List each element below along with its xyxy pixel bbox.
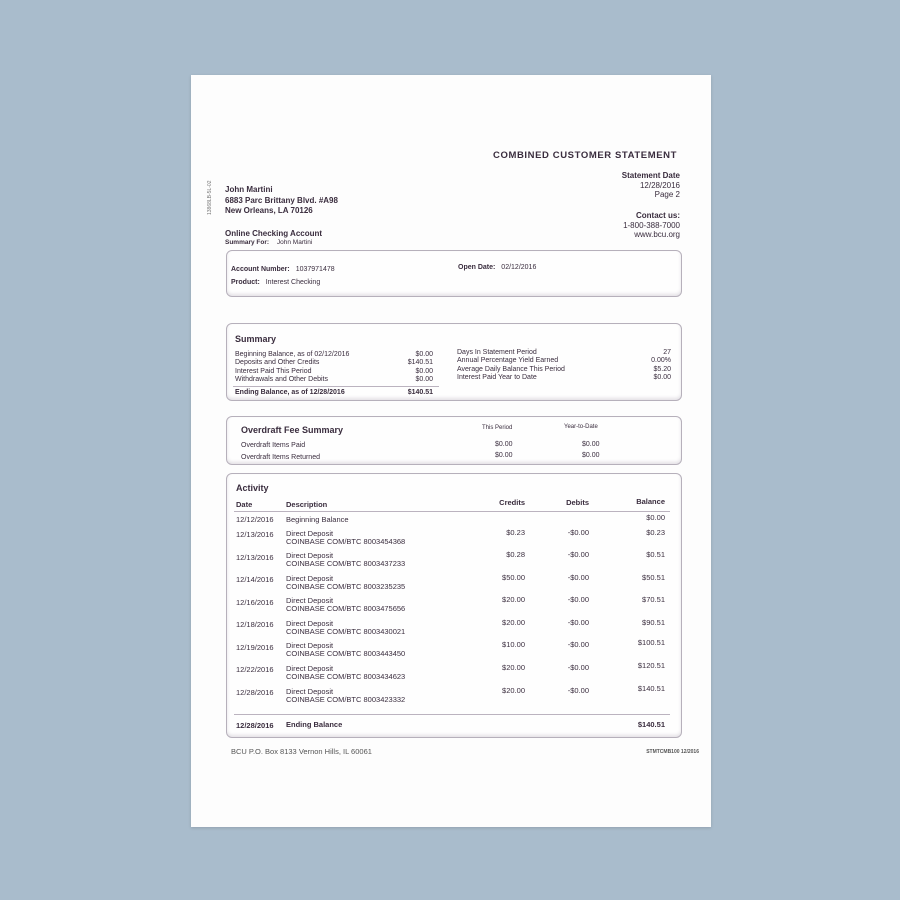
overdraft-title: Overdraft Fee Summary bbox=[241, 425, 344, 435]
row-debit: -$0.00 bbox=[567, 686, 589, 695]
overdraft-row-label: Overdraft Items Returned bbox=[241, 454, 320, 461]
row-description: Beginning Balance bbox=[286, 515, 349, 524]
overdraft-row-label: Overdraft Items Paid bbox=[241, 442, 306, 449]
summary-ending-row bbox=[235, 389, 433, 396]
open-date-label: Open Date: bbox=[458, 264, 496, 271]
address-line-1: 6883 Parc Brittany Blvd. #A98 bbox=[225, 195, 338, 205]
customer-address bbox=[225, 185, 338, 217]
statement-date: 12/28/2016 bbox=[639, 180, 680, 190]
statement-date-block bbox=[622, 171, 680, 200]
row-desc-detail: COINBASE COM/BTC 8003423332 bbox=[286, 694, 406, 704]
table-row bbox=[227, 573, 681, 593]
row-balance: $90.51 bbox=[642, 618, 665, 627]
summary-stat-label: Average Daily Balance This Period bbox=[457, 365, 565, 373]
row-balance: $0.23 bbox=[646, 528, 665, 537]
row-debit: -$0.00 bbox=[567, 640, 589, 649]
row-desc-type: Direct Deposit bbox=[286, 574, 334, 583]
summary-row-label: Beginning Balance, as of 02/12/2016 bbox=[235, 351, 350, 358]
summary-row-value: $0.00 bbox=[415, 367, 433, 375]
row-desc-type: Direct Deposit bbox=[286, 619, 334, 628]
row-debit: -$0.00 bbox=[567, 663, 589, 672]
row-debit: -$0.00 bbox=[567, 595, 589, 604]
row-date: 12/18/2016 bbox=[236, 620, 274, 629]
summary-right-list bbox=[457, 349, 671, 383]
summary-stat-row bbox=[457, 349, 671, 357]
summary-stat-label: Interest Paid Year to Date bbox=[457, 374, 537, 382]
row-credit: $20.00 bbox=[502, 686, 525, 695]
row-balance: $0.00 bbox=[646, 513, 665, 522]
row-description bbox=[286, 575, 405, 590]
row-date: 12/19/2016 bbox=[236, 643, 274, 652]
summary-stat-value: 0.00% bbox=[651, 357, 671, 365]
product-label: Product: bbox=[231, 279, 260, 286]
summary-row-label: Deposits and Other Credits bbox=[235, 359, 320, 367]
summary-ending-label: Ending Balance, as of 12/28/2016 bbox=[235, 389, 345, 396]
summary-for-name: John Martini bbox=[276, 239, 313, 246]
row-description bbox=[286, 552, 405, 567]
open-date: 02/12/2016 bbox=[501, 264, 537, 271]
product-row bbox=[231, 279, 320, 286]
statement-page bbox=[191, 75, 711, 827]
page-number: Page 2 bbox=[654, 190, 680, 199]
row-desc-type: Direct Deposit bbox=[286, 529, 334, 538]
summary-title: Summary bbox=[235, 334, 277, 344]
summary-stat-label: Days In Statement Period bbox=[457, 349, 537, 356]
address-line-2: New Orleans, LA 70126 bbox=[225, 206, 313, 215]
row-credit: $0.28 bbox=[506, 550, 525, 559]
ending-date: 12/28/2016 bbox=[236, 721, 274, 730]
row-description bbox=[286, 530, 405, 545]
contact-block bbox=[623, 211, 680, 240]
row-balance: $70.51 bbox=[642, 595, 665, 604]
row-date: 12/28/2016 bbox=[236, 688, 274, 697]
row-desc-detail: COINBASE COM/BTC 8003443450 bbox=[286, 648, 406, 658]
row-date: 12/12/2016 bbox=[236, 515, 274, 524]
row-desc-type: Direct Deposit bbox=[286, 687, 334, 696]
row-debit: -$0.00 bbox=[567, 550, 589, 559]
overdraft-row-period: $0.00 bbox=[495, 452, 513, 459]
col-debits: Debits bbox=[566, 498, 589, 507]
row-debit: -$0.00 bbox=[567, 528, 589, 537]
table-row bbox=[227, 550, 681, 570]
overdraft-row-period: $0.00 bbox=[495, 441, 513, 448]
summary-row bbox=[235, 359, 433, 367]
col-balance: Balance bbox=[636, 497, 665, 506]
summary-box bbox=[226, 323, 682, 401]
row-balance: $0.51 bbox=[646, 550, 665, 559]
overdraft-row-ytd: $0.00 bbox=[582, 441, 600, 448]
summary-stat-label: Annual Percentage Yield Earned bbox=[457, 357, 559, 365]
table-row bbox=[227, 528, 681, 548]
row-date: 12/22/2016 bbox=[236, 665, 274, 674]
row-desc-type: Direct Deposit bbox=[286, 664, 334, 673]
row-desc-detail: COINBASE COM/BTC 8003434623 bbox=[286, 671, 406, 681]
col-date: Date bbox=[236, 500, 253, 509]
footer-code: STMTCMB100 12/2016 bbox=[646, 749, 699, 755]
row-balance: $50.51 bbox=[642, 573, 665, 582]
summary-for bbox=[225, 239, 312, 246]
product-name: Interest Checking bbox=[265, 279, 321, 286]
summary-row-label: Interest Paid This Period bbox=[235, 367, 312, 375]
row-credit: $20.00 bbox=[502, 618, 525, 627]
col-credits: Credits bbox=[499, 498, 525, 507]
summary-stat-value: 27 bbox=[663, 349, 671, 356]
account-number: 1037971478 bbox=[295, 266, 335, 273]
summary-row bbox=[235, 368, 433, 376]
row-description bbox=[286, 620, 405, 635]
contact-website: www.bcu.org bbox=[634, 230, 680, 239]
summary-left-list bbox=[235, 351, 433, 385]
customer-name: John Martini bbox=[225, 185, 273, 194]
row-date: 12/14/2016 bbox=[236, 575, 274, 584]
ending-description: Ending Balance bbox=[286, 720, 343, 729]
row-credit: $0.23 bbox=[506, 528, 525, 537]
table-row bbox=[227, 663, 681, 683]
table-row bbox=[227, 640, 681, 660]
summary-stat-row bbox=[457, 374, 671, 382]
statement-date-label: Statement Date bbox=[621, 171, 680, 180]
summary-stat-value: $5.20 bbox=[653, 365, 671, 373]
overdraft-box bbox=[226, 416, 682, 465]
account-info-box bbox=[226, 250, 682, 297]
row-credit: $50.00 bbox=[502, 573, 525, 582]
row-description bbox=[286, 597, 405, 612]
row-credit: $20.00 bbox=[502, 663, 525, 672]
overdraft-col-ytd: Year-to-Date bbox=[564, 424, 598, 430]
summary-row-label: Withdrawals and Other Debits bbox=[235, 376, 328, 384]
row-date: 12/13/2016 bbox=[236, 553, 274, 562]
row-date: 12/13/2016 bbox=[236, 530, 274, 539]
row-balance: $120.51 bbox=[637, 661, 665, 670]
table-row bbox=[227, 618, 681, 638]
contact-phone: 1-800-388-7000 bbox=[623, 220, 680, 230]
row-credit: $10.00 bbox=[502, 640, 525, 649]
summary-stat-row bbox=[457, 366, 671, 374]
footer-address: BCU P.O. Box 8133 Vernon Hills, IL 60061 bbox=[231, 747, 372, 756]
row-debit: -$0.00 bbox=[567, 573, 589, 582]
activity-footer-rule bbox=[234, 714, 670, 715]
summary-divider bbox=[233, 386, 439, 387]
overdraft-col-period: This Period bbox=[482, 425, 513, 431]
summary-row bbox=[235, 376, 433, 384]
row-description bbox=[286, 665, 405, 680]
activity-box bbox=[226, 473, 682, 738]
summary-stat-value: $0.00 bbox=[653, 374, 671, 382]
row-desc-detail: COINBASE COM/BTC 8003454368 bbox=[286, 536, 406, 546]
row-desc-type: Direct Deposit bbox=[286, 641, 334, 650]
row-desc-detail: COINBASE COM/BTC 8003437233 bbox=[286, 558, 406, 568]
summary-ending-value: $140.51 bbox=[407, 389, 433, 396]
summary-stat-row bbox=[457, 357, 671, 365]
statement-title: COMBINED CUSTOMER STATEMENT bbox=[493, 150, 678, 161]
summary-row bbox=[235, 351, 433, 359]
activity-title: Activity bbox=[236, 483, 269, 493]
row-desc-type: Direct Deposit bbox=[286, 596, 334, 605]
activity-header-rule bbox=[234, 511, 670, 512]
summary-for-label: Summary For: bbox=[225, 239, 270, 246]
row-description bbox=[286, 688, 405, 703]
overdraft-row-ytd: $0.00 bbox=[582, 452, 600, 459]
ending-row bbox=[227, 720, 681, 740]
contact-label: Contact us: bbox=[636, 211, 680, 220]
account-type-title: Online Checking Account bbox=[225, 229, 323, 238]
row-balance: $100.51 bbox=[637, 638, 665, 647]
row-description bbox=[286, 642, 405, 657]
row-desc-detail: COINBASE COM/BTC 8003430021 bbox=[286, 626, 406, 636]
row-desc-detail: COINBASE COM/BTC 8003475656 bbox=[286, 603, 406, 613]
open-date-row bbox=[458, 264, 536, 271]
row-debit: -$0.00 bbox=[567, 618, 589, 627]
row-balance: $140.51 bbox=[637, 684, 665, 693]
row-credit: $20.00 bbox=[502, 595, 525, 604]
row-desc-type: Direct Deposit bbox=[286, 551, 334, 560]
table-row bbox=[227, 595, 681, 615]
summary-row-value: $140.51 bbox=[407, 359, 433, 367]
row-desc-detail: COINBASE COM/BTC 8003235235 bbox=[286, 581, 406, 591]
summary-row-value: $0.00 bbox=[415, 376, 433, 384]
col-description: Description bbox=[286, 500, 328, 509]
summary-row-value: $0.00 bbox=[415, 351, 433, 358]
row-date: 12/16/2016 bbox=[236, 598, 274, 607]
side-code: 13868LB-5L-02 bbox=[207, 180, 213, 215]
account-number-label: Account Number: bbox=[231, 266, 290, 273]
table-row bbox=[227, 685, 681, 705]
account-number-row bbox=[231, 266, 335, 273]
ending-balance: $140.51 bbox=[637, 720, 665, 729]
